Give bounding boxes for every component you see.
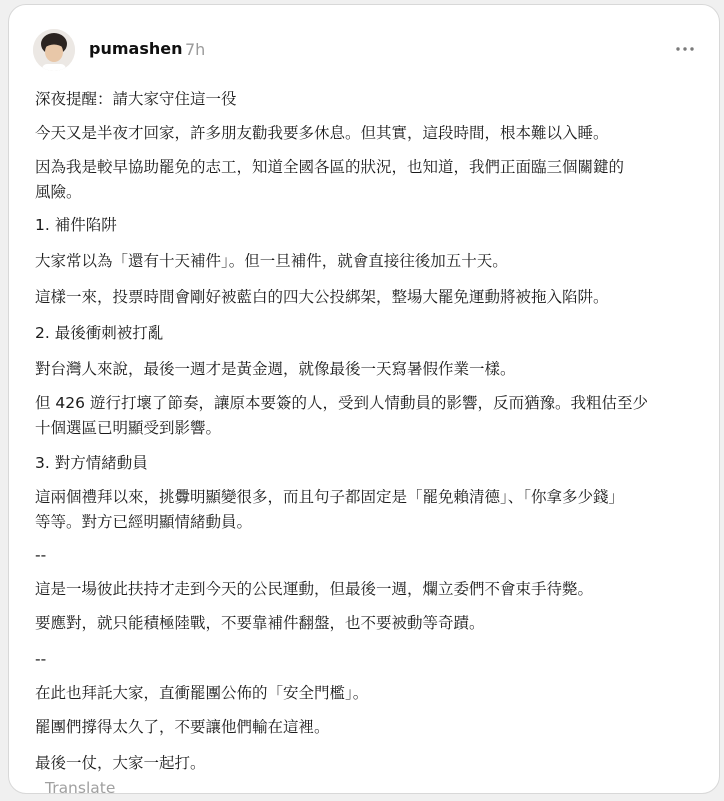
post-paragraph: 要應對，就只能積極陸戰，不要靠補件翻盤，也不要被動等奇蹟。	[35, 614, 485, 632]
post-paragraph: 深夜提醒：請大家守住這一役	[35, 90, 237, 108]
post-paragraph: 最後一仗，大家一起打。 Translate	[35, 751, 685, 801]
post-paragraph: 這兩個禮拜以來，挑釁明顯變很多，而且句子都固定是「罷免賴清德」、「你拿多少錢」 等等。對方已經明顯情緒動員。	[35, 488, 625, 531]
post-time[interactable]: 7h	[185, 40, 206, 59]
post-paragraph: --	[35, 650, 47, 668]
post-paragraph: 罷團們撐得太久了，不要讓他們輸在這裡。	[35, 718, 330, 736]
post-paragraph: 但 426 遊行打壞了節奏，讓原本要簽的人，受到人情動員的影響，反而猶豫。我粗估至少 十個選區已明顯受到影響。	[35, 394, 648, 437]
post-paragraph: 大家常以為「還有十天補件」。但一旦補件，就會直接往後加五十天。	[35, 252, 508, 270]
more-horizontal-icon[interactable]	[673, 39, 697, 59]
post-paragraph: 對台灣人來說，最後一週才是黃金週，就像最後一天寫暑假作業一樣。	[35, 360, 516, 378]
post-paragraph: 3. 對方情緒動員	[35, 454, 148, 472]
post-paragraph: 2. 最後衝刺被打亂	[35, 324, 164, 342]
post-card	[8, 4, 720, 797]
author-name[interactable]: pumashen	[89, 39, 183, 58]
post-paragraph: 這是一場彼此扶持才走到今天的公民運動，但最後一週，爛立委們不會束手待斃。	[35, 580, 594, 598]
post-paragraph: 1. 補件陷阱	[35, 216, 117, 234]
post-paragraph: 這樣一來，投票時間會剛好被藍白的四大公投綁架，整場大罷免運動將被拖入陷阱。	[35, 288, 609, 306]
post-paragraph: --	[35, 546, 47, 564]
post-paragraph: 因為我是較早協助罷免的志工，知道全國各區的狀況，也知道，我們正面臨三個關鍵的 風險。	[35, 158, 625, 201]
translate-link[interactable]: Translate	[45, 779, 116, 797]
post-paragraph: 在此也拜託大家，直衝罷團公佈的「安全門檻」。	[35, 684, 369, 702]
avatar[interactable]	[33, 29, 75, 71]
post-paragraph: 今天又是半夜才回家，許多朋友勸我要多休息。但其實，這段時間，根本難以入睡。	[35, 124, 609, 142]
